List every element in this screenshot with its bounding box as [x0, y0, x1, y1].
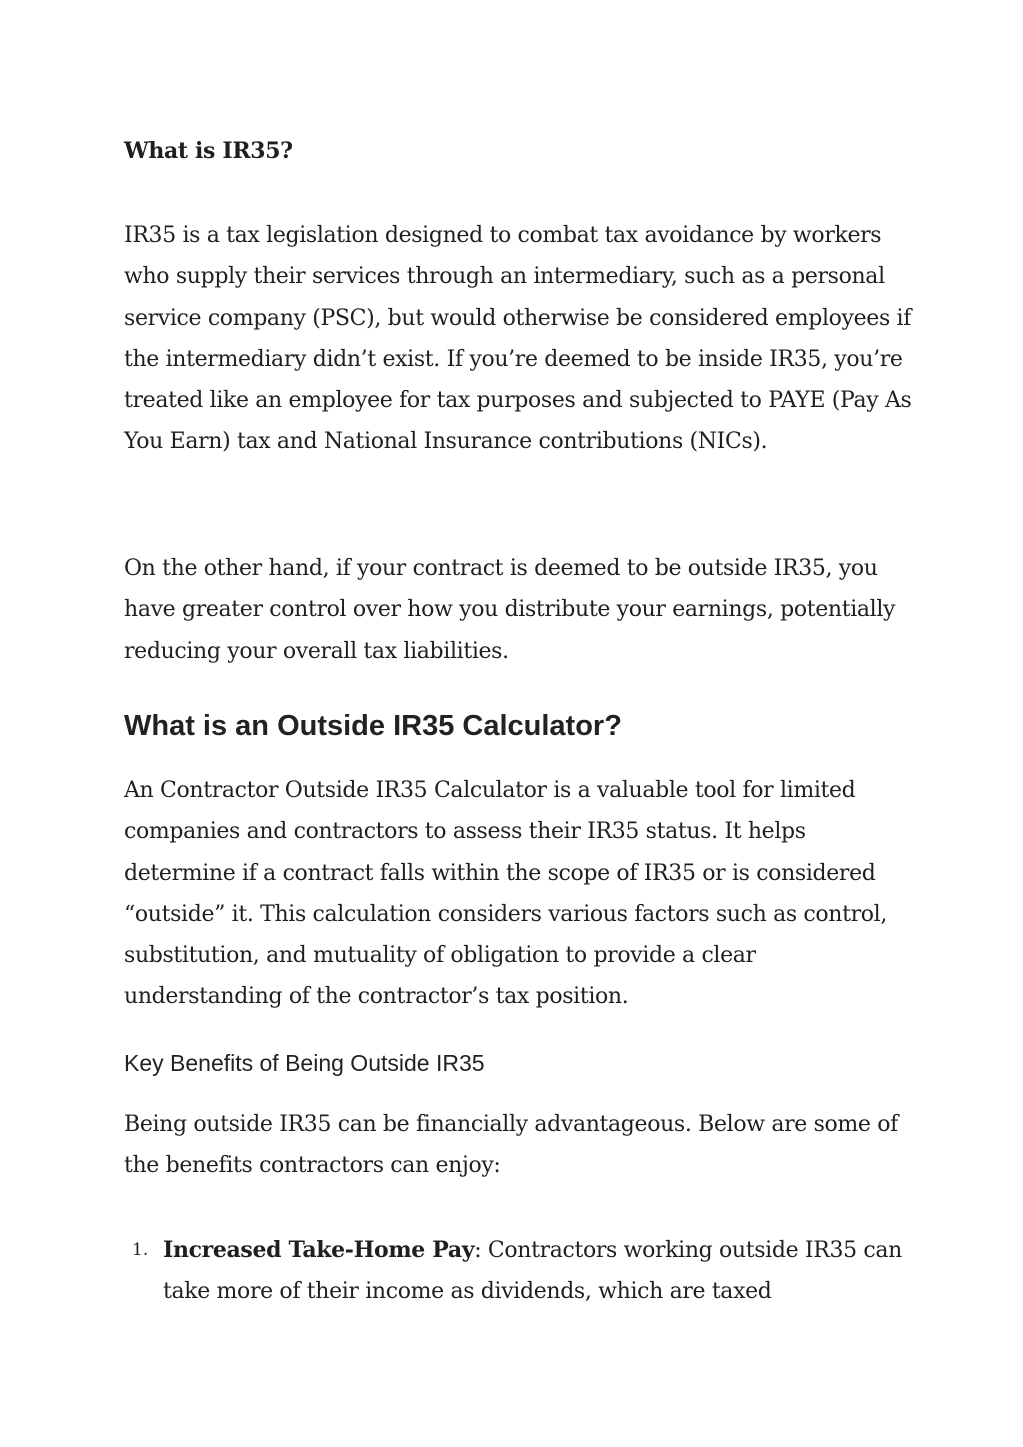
intro-paragraph: IR35 is a tax legislation designed to combat tax avoidance by workers who supply their services through an intermediary, such as a personal service company (PSC), but would otherwise be considered employees if the intermediary didn’t exist. If you’re deemed to be inside IR35, you’re treated like an employee for tax purposes and subjected to PAYE (Pay As You Earn) tax and National Insurance contributions (NICs). [124, 223, 912, 455]
list-item-description: : Contractors working outside IR35 can take more of their income as dividends, which are taxed [163, 1238, 902, 1305]
list-item-term: Increased Take-Home Pay [163, 1237, 475, 1263]
calculator-paragraph: An Contractor Outside IR35 Calculator is a valuable tool for limited companies and contractors to assess their IR35 status. It helps determine if a contract falls within the scope of IR35 or is considered “outside” it. This calculation considers various factors such as control, substitution, and mutuality of obligation to provide a clear understanding of the contractor’s tax position. [124, 778, 887, 1010]
list-item-number: 1. [132, 1240, 149, 1260]
benefits-intro-paragraph: Being outside IR35 can be financially advantageous. Below are some of the benefits contractors can enjoy: [124, 1112, 898, 1179]
list-item-text [163, 1230, 914, 1313]
list-item [124, 1230, 914, 1313]
benefits-list [124, 1230, 914, 1313]
calculator-heading: What is an Outside IR35 Calculator? [124, 710, 622, 742]
benefits-heading: Key Benefits of Being Outside IR35 [124, 1050, 485, 1076]
what-is-ir35-heading: What is IR35? [124, 138, 293, 164]
outside-ir35-paragraph: On the other hand, if your contract is deemed to be outside IR35, you have greater control over how you distribute your earnings, potentially reducing your overall tax liabilities. [124, 556, 896, 664]
